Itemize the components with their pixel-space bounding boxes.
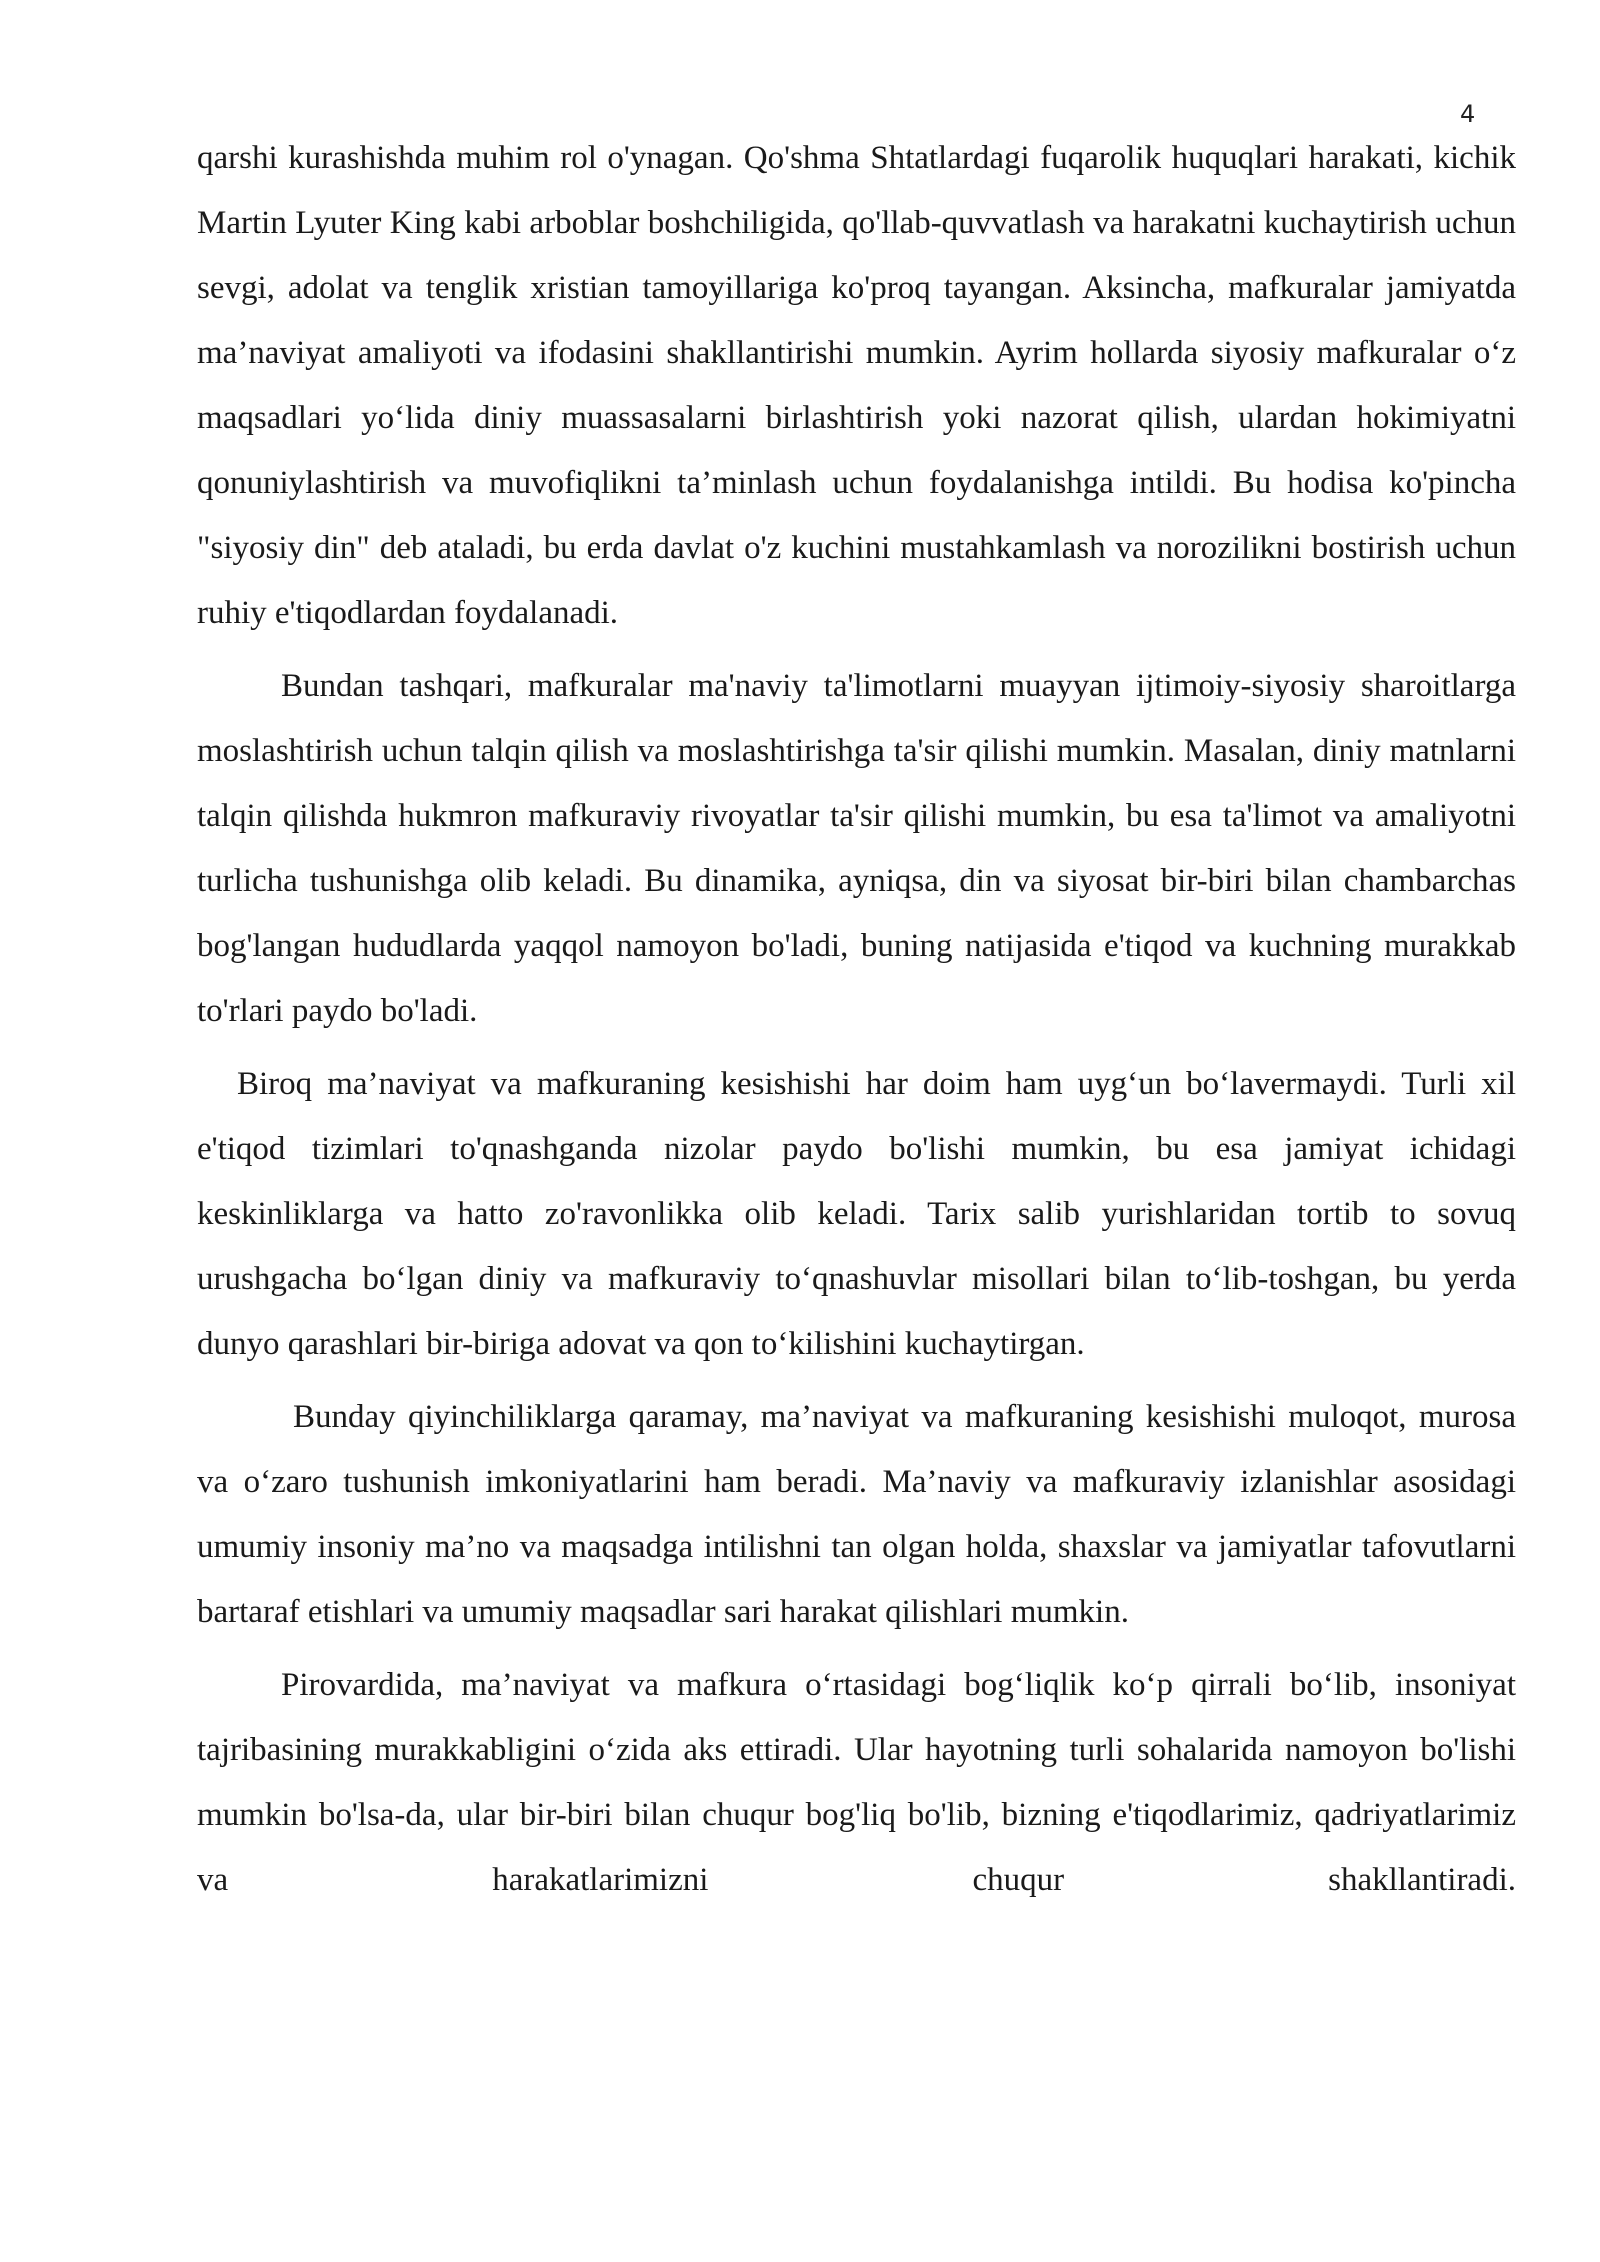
paragraph-5: Pirovardida, ma’naviyat va mafkura o‘rtasidagi bog‘liqlik ko‘p qirrali bo‘lib, insoniyat tajribasining murakkabligini o‘zida aks ettiradi. Ular hayotning turli sohalarida namoyon bo'lishi mumkin bo'lsa-da, ular bir-biri bilan chuqur bog'liq bo'lib, bizning e'tiqodlarimiz, qadriyatlarimiz va harakatlarimizni chuqur shakllantiradi. [197, 1667, 1516, 1898]
body-text [197, 126, 1516, 1921]
page-number: 4 [1460, 100, 1476, 128]
paragraph-1: qarshi kurashishda muhim rol o'ynagan. Qo'shma Shtatlardagi fuqarolik huquqlari harakati, kichik Martin Lyuter King kabi arboblar boshchiligida, qo'llab-quvvatlash va harakatni kuchaytirish uchun sevgi, adolat va tenglik xristian tamoyillariga ko'proq tayangan. Aksincha, mafkuralar jamiyatda ma’naviyat amaliyoti va ifodasini shakllantirishi mumkin. Ayrim hollarda siyosiy mafkuralar o‘z maqsadlari yo‘lida diniy muassasalarni birlashtirish yoki nazorat qilish, ulardan hokimiyatni qonuniylashtirish va muvofiqlikni ta’minlash uchun foydalanishga intildi. Bu hodisa ko'pincha "siyosiy din" deb ataladi, bu erda davlat o'z kuchini mustahkamlash va norozilikni bostirish uchun ruhiy e'tiqodlardan foydalanadi. [197, 140, 1516, 631]
paragraph-4: Bunday qiyinchiliklarga qaramay, ma’naviyat va mafkuraning kesishishi muloqot, murosa va o‘zaro tushunish imkoniyatlarini ham beradi. Ma’naviy va mafkuraviy izlanishlar asosidagi umumiy insoniy ma’no va maqsadga intilishni tan olgan holda, shaxslar va jamiyatlar tafovutlarni bartaraf etishlari va umumiy maqsadlar sari harakat qilishlari mumkin. [197, 1399, 1516, 1630]
paragraph-3: Biroq ma’naviyat va mafkuraning kesishishi har doim ham uyg‘un bo‘lavermaydi. Turli xil e'tiqod tizimlari to'qnashganda nizolar paydo bo'lishi mumkin, bu esa jamiyat ichidagi keskinliklarga va hatto zo'ravonlikka olib keladi. Tarix salib yurishlaridan tortib to sovuq urushgacha bo‘lgan diniy va mafkuraviy to‘qnashuvlar misollari bilan to‘lib-toshgan, bu yerda dunyo qarashlari bir-biriga adovat va qon to‘kilishini kuchaytirgan. [197, 1066, 1516, 1362]
paragraph-2: Bundan tashqari, mafkuralar ma'naviy ta'limotlarni muayyan ijtimoiy-siyosiy sharoitlarga moslashtirish uchun talqin qilish va moslashtirishga ta'sir qilishi mumkin. Masalan, diniy matnlarni talqin qilishda hukmron mafkuraviy rivoyatlar ta'sir qilishi mumkin, bu esa ta'limot va amaliyotni turlicha tushunishga olib keladi. Bu dinamika, ayniqsa, din va siyosat bir-biri bilan chambarchas bog'langan hududlarda yaqqol namoyon bo'ladi, buning natijasida e'tiqod va kuchning murakkab to'rlari paydo bo'ladi. [197, 668, 1516, 1029]
